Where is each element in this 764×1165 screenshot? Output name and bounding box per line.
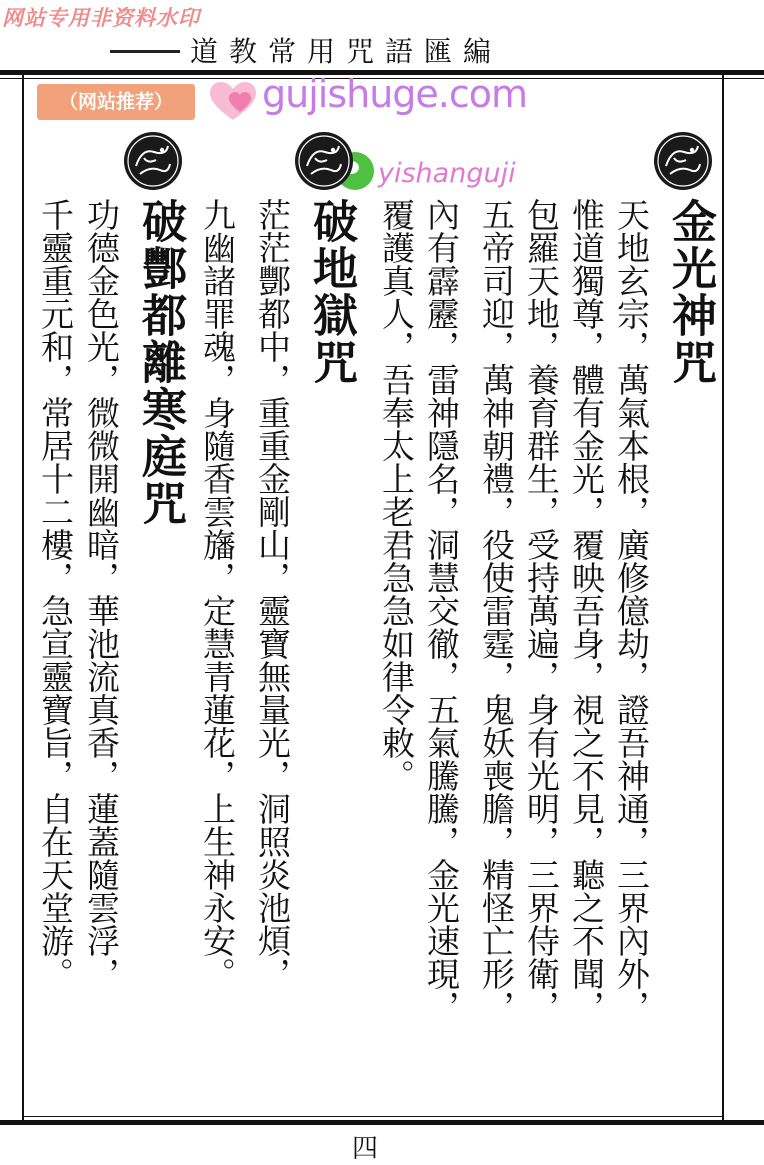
verse-line: 內有霹靂，雷神隱名，洞慧交徹，五氣騰騰，金光速現， (422, 198, 461, 1023)
dragon-seal-icon (652, 130, 714, 192)
dragon-seal-icon (122, 130, 184, 192)
verse-line: 功德金色光，微微開幽暗，華池流真香，蓮蓋隨雲浮， (82, 198, 121, 990)
book-title: 道教常用咒語匯編 (190, 35, 503, 68)
page-frame-left (22, 75, 24, 1122)
watermark-top-text: 网站专用非资料水印 (2, 6, 200, 30)
verse-line: 千靈重元和，常居十二樓，急宣靈寶旨，自在天堂游。 (36, 198, 75, 990)
section-title: 破酆都離寒庭咒 (134, 198, 187, 527)
verse-line: 九幽諸罪魂，身隨香雲旛，定慧青蓮花，上生神永安。 (198, 198, 237, 990)
verse-line: 天地玄宗，萬氣本根，廣修億劫，證吾神通，三界內外， (612, 198, 651, 1023)
section-title: 金光神咒 (664, 198, 717, 386)
watermark-site: gujishuge.com (262, 72, 528, 116)
verse-line: 惟道獨尊，體有金光，覆映吾身，視之不見，聽之不聞， (567, 198, 606, 1023)
header-rule (110, 50, 180, 53)
watermark-site-secondary: yishanguji (378, 158, 516, 189)
page-frame-bottom (0, 1120, 764, 1125)
verse-line: 包羅天地，養育群生，受持萬遍，身有光明，三界侍衛， (522, 198, 561, 1023)
heart-icon (210, 82, 256, 122)
verse-line: 覆護真人，吾奉太上老君急急如律令敕。 (377, 198, 416, 792)
verse-line: 五帝司迎，萬神朝禮，役使雷霆，鬼妖喪膽，精怪亡形， (477, 198, 516, 1023)
page-number: 四 (352, 1134, 379, 1164)
page-frame-bottom-inner (22, 1116, 724, 1117)
verse-line: 茫茫酆都中，重重金剛山，靈寶無量光，洞照炎池煩， (253, 198, 292, 990)
dragon-seal-icon (293, 130, 355, 192)
watermark-badge: （网站推荐） (37, 84, 195, 120)
section-title: 破地獄咒 (305, 198, 358, 386)
